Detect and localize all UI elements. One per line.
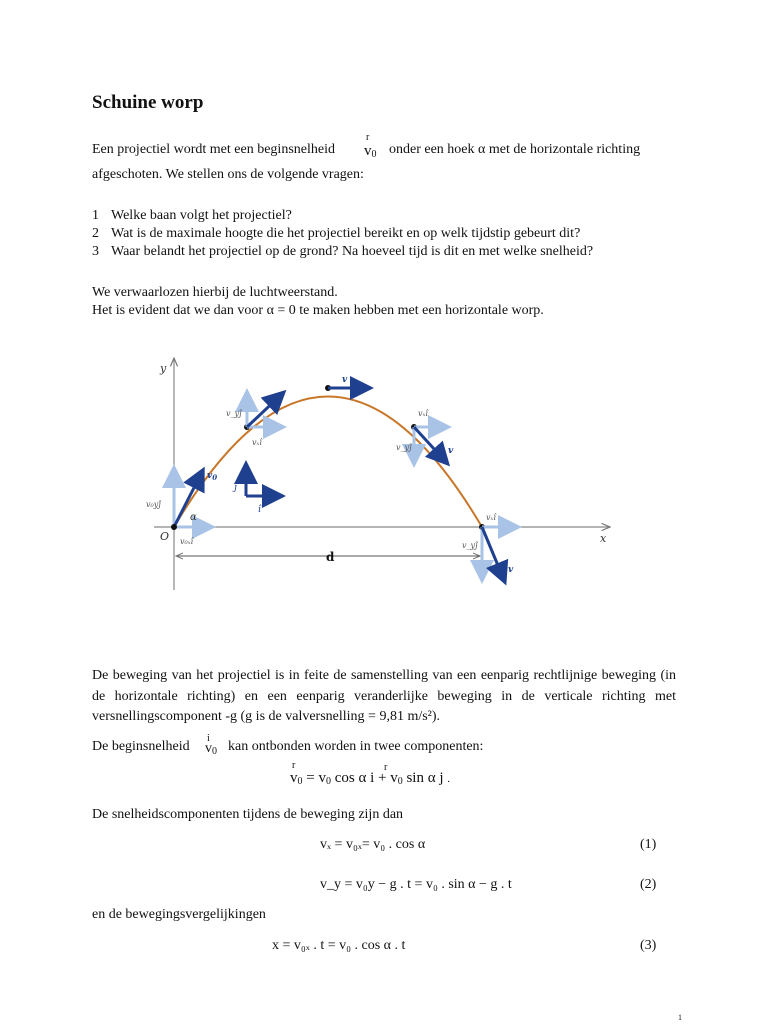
projectile-diagram — [140, 350, 620, 610]
v0-equation: $v_0 = v_0$ cos α $i + v_0$ sin α j . — [290, 770, 451, 787]
page-number: 1 — [678, 1013, 682, 1022]
vector-mark: r — [366, 132, 370, 143]
equation-1-number: (1) — [640, 837, 657, 852]
vx-label: vₓî — [486, 513, 496, 522]
intro-line-1 — [92, 141, 335, 159]
v0-label: $v_0$ — [207, 471, 218, 482]
v0x-label: v₀ₓî — [180, 537, 194, 546]
equation-1: vₓ = v₀ₓ= v₀ . cos α — [320, 837, 426, 852]
alpha-label: α — [190, 512, 197, 523]
intro-text-after: onder een hoek α met de horizontale richting — [389, 142, 641, 157]
v-label: v — [508, 565, 514, 575]
v-label: v — [342, 375, 348, 385]
paragraph-motion: De beweging van het projectiel is in feite de samenstelling van een eenparig rechtlijnige beweging (in de horizontale richting) en een eenparig veranderlijke beweging in de verticale richting met versnellingscomponent -g (g is de valversnelling = 9,81 m/s²). — [92, 668, 676, 724]
motion-intro: en de bewegingsvergelijkingen — [92, 907, 266, 922]
j-hat-label: ĵ — [234, 483, 237, 493]
question-item: 1 Welke baan volgt het projectiel? — [92, 208, 292, 223]
remark-line: Het is evident dat we dan voor α = 0 te maken hebben met een horizontale worp. — [92, 303, 544, 318]
vector-mark: r — [292, 760, 296, 771]
question-item: 2 Wat is de maximale hoogte die het projectiel bereikt en op welk tijdstip gebeurt dit? — [92, 226, 581, 241]
equation-2: v_y = v₀y − g . t = v₀ . sin α − g . t — [320, 877, 512, 892]
decomp-text-before: De beginsnelheid — [92, 739, 190, 754]
v0-symbol: $v_0$ — [205, 741, 217, 757]
v0-symbol: $v_0$ — [364, 143, 377, 160]
vx-label: vₓî — [252, 438, 262, 447]
question-item: 3 Waar belandt het projectiel op de grond? Na hoeveel tijd is dit en met welke snelheid? — [92, 244, 594, 259]
vy-label: v_yĵ — [226, 409, 242, 418]
page-title: Schuine worp — [92, 92, 204, 113]
vector-mark: r — [384, 762, 388, 773]
v-label: v — [448, 446, 454, 456]
intro-line-2: afgeschoten. We stellen ons de volgende vragen: — [92, 167, 364, 182]
distance-label: d — [326, 550, 335, 564]
equation-3-number: (3) — [640, 938, 657, 953]
vector-mark: i — [207, 733, 210, 744]
vx-label: vₓî — [418, 409, 428, 418]
vy-label: v_yĵ — [396, 443, 412, 452]
equation-2-number: (2) — [640, 877, 657, 892]
x-axis-label: x — [600, 532, 607, 545]
intro-text-before: Een projectiel wordt met een beginsnelheid — [92, 142, 335, 157]
y-axis-label: y — [160, 362, 167, 375]
speed-intro: De snelheidscomponenten tijdens de beweging zijn dan — [92, 807, 404, 822]
vy-label: v_yĵ — [462, 541, 478, 550]
decomp-text-after: kan ontbonden worden in twee componenten: — [228, 739, 484, 754]
v-label: v — [264, 395, 270, 405]
remark-line: We verwaarlozen hierbij de luchtweerstand. — [92, 285, 338, 300]
v0y-label: v₀yĵ — [146, 500, 161, 509]
equation-3: x = v₀ₓ . t = v₀ . cos α . t — [272, 938, 406, 953]
i-hat-label: î — [258, 505, 261, 515]
origin-label: O — [160, 530, 170, 543]
